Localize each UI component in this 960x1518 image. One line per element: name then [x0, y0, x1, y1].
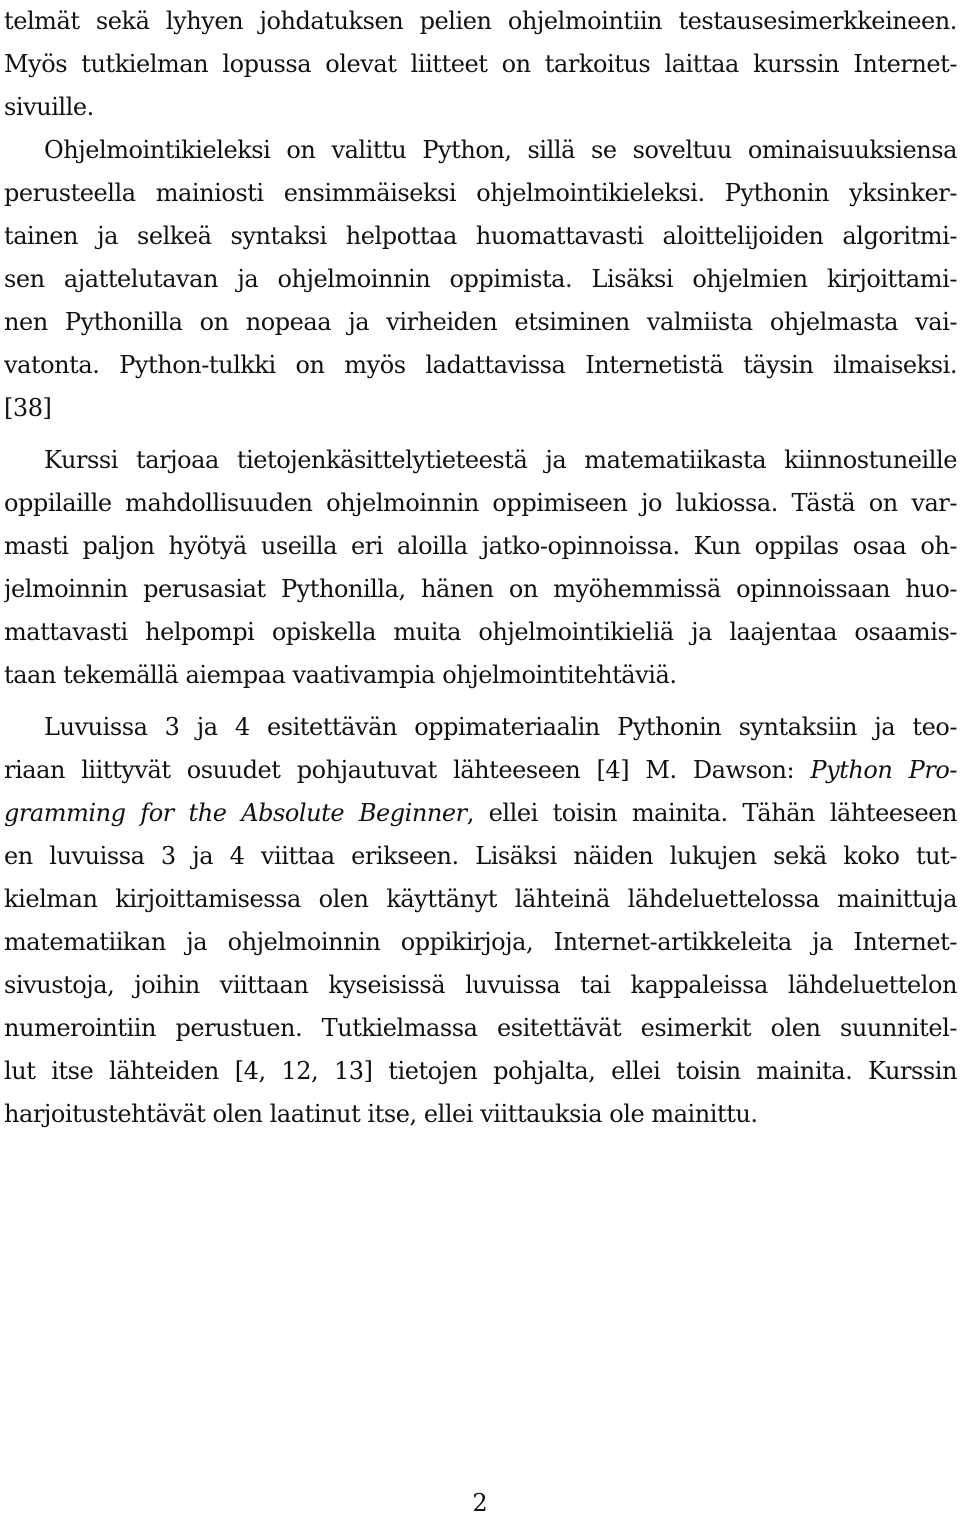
paragraph-gap — [4, 430, 957, 439]
text-line — [4, 749, 957, 792]
text-line: sen ajattelutavan ja ohjelmoinnin oppimista. Lisäksi ohjelmien kirjoittami- — [4, 265, 957, 293]
text-line: harjoitustehtävät olen laatinut itse, ellei viittauksia ole mainittu. — [4, 1100, 758, 1128]
paragraph-python-choice — [4, 129, 957, 430]
text-line: numerointiin perustuen. Tutkielmassa esitettävät esimerkit olen suunnitel- — [4, 1014, 957, 1042]
text-line: Luvuissa 3 ja 4 esitettävän oppimateriaalin Pythonin syntaksiin ja teo- — [44, 713, 957, 741]
text-line: vatonta. Python-tulkki on myös ladattavissa Internetistä täysin ilmaiseksi. — [4, 351, 957, 379]
text-line: mattavasti helpompi opiskella muita ohjelmointikieliä ja laajentaa osaamis- — [4, 618, 957, 646]
text-line: sivuille. — [4, 93, 94, 121]
text-line: taan tekemällä aiempaa vaativampia ohjelmointitehtäviä. — [4, 661, 677, 689]
text-line: jelmoinnin perusasiat Pythonilla, hänen on myöhemmissä opinnoissaan huo- — [4, 575, 957, 603]
text-line: matematiikan ja ohjelmoinnin oppikirjoja, Internet-artikkeleita ja Internet- — [4, 928, 957, 956]
text-line: oppilaille mahdollisuuden ohjelmoinnin oppimiseen jo lukiossa. Tästä on var- — [4, 489, 957, 517]
text-line: Kurssi tarjoaa tietojenkäsittelytieteestä ja matematiikasta kiinnostuneille — [44, 446, 957, 474]
page-number: 2 — [472, 1489, 488, 1517]
text-line: kielman kirjoittamisessa olen käyttänyt lähteinä lähdeluettelossa mainittuja — [4, 885, 957, 913]
text-line: perusteella mainiosti ensimmäiseksi ohjelmointikieleksi. Pythonin yksinker- — [4, 179, 957, 207]
paragraph-course-benefits — [4, 439, 957, 697]
text-line: tainen ja selkeä syntaksi helpottaa huomattavasti aloittelijoiden algoritmi- — [4, 222, 957, 250]
text-line: nen Pythonilla on nopeaa ja virheiden etsiminen valmiista ohjelmasta vai- — [4, 308, 957, 336]
text-span: riaan liittyvät osuudet pohjautuvat lähteeseen [4] M. Dawson: — [4, 756, 811, 784]
text-line: telmät sekä lyhyen johdatuksen pelien ohjelmointiin testausesimerkkeineen. — [4, 7, 957, 35]
text-line: sivustoja, joihin viittaan kyseisissä luvuissa tai kappaleissa lähdeluettelon — [4, 971, 957, 999]
paragraph-gap — [4, 697, 957, 706]
text-line: Ohjelmointikieleksi on valittu Python, sillä se soveltuu ominaisuuksiensa — [44, 136, 957, 164]
paragraph-intro-continued — [4, 0, 957, 129]
document-page — [4, 0, 957, 1136]
text-line: [38] — [4, 394, 52, 422]
text-line: en luvuissa 3 ja 4 viittaa erikseen. Lisäksi näiden lukujen sekä koko tut- — [4, 842, 957, 870]
text-line: masti paljon hyötyä useilla eri aloilla jatko-opinnoissa. Kun oppilas osaa oh- — [4, 532, 957, 560]
text-line — [4, 792, 957, 835]
text-line: lut itse lähteiden [4, 12, 13] tietojen pohjalta, ellei toisin mainita. Kurssin — [4, 1057, 957, 1085]
paragraph-sources — [4, 706, 957, 1136]
book-title-italic: Python Pro- — [810, 756, 957, 784]
text-span: , ellei toisin mainita. Tähän lähteeseen — [466, 799, 957, 827]
text-line: Myös tutkielman lopussa olevat liitteet on tarkoitus laittaa kurssin Internet- — [4, 50, 957, 78]
book-title-italic: gramming for the Absolute Beginner — [4, 799, 467, 827]
